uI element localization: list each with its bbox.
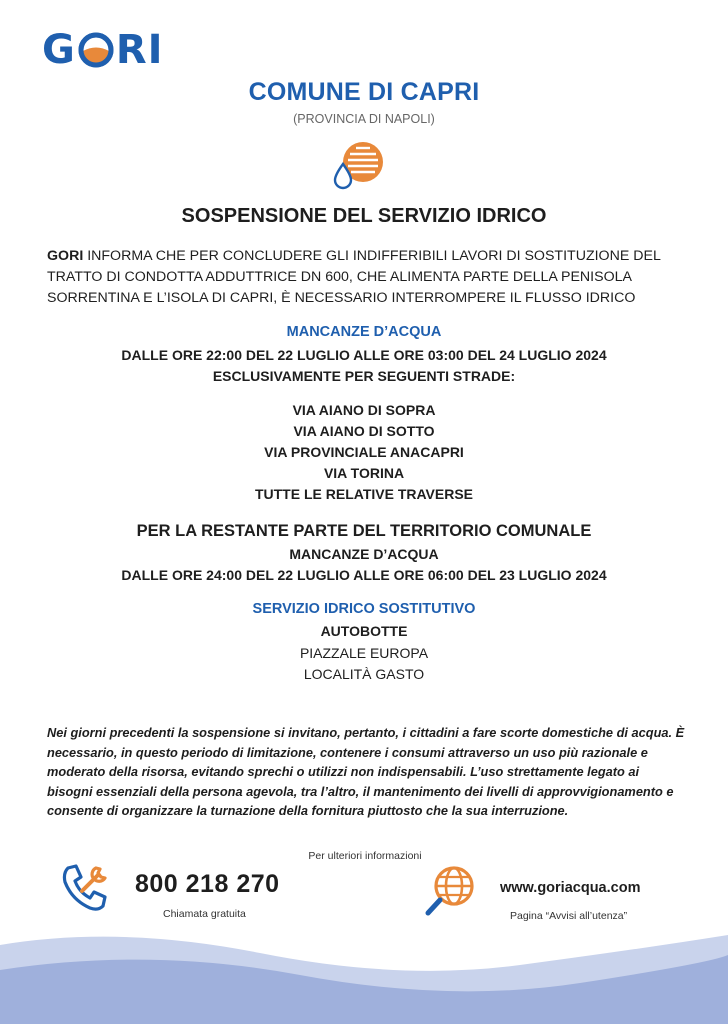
mancanze-heading-1: MANCANZE D’ACQUA [286,324,442,340]
mancanze-heading-2: MANCANZE D’ACQUA [289,546,439,562]
avvisi-page-label: Pagina “Avvisi all’utenza” [510,910,628,922]
water-drop-radiator-icon [330,138,388,194]
restante-heading: PER LA RESTANTE PARTE DEL TERRITORIO COMUNALE [136,522,592,540]
intro-paragraph [47,246,687,309]
intro-text: INFORMA CHE PER CONCLUDERE GLI INDIFFERIBILI LAVORI DI SOSTITUZIONE DEL TRATTO DI CONDOTTA ADDUTTRICE DN 600, CHE ALIMENTA PARTE DELLA PENISOLA SORRENTINA E L’ISOLA DI CAPRI, È NECESSARIO INTERROMPERE IL FLUSSO IDRICO [47,248,661,306]
servizio-sostitutivo-heading: SERVIZIO IDRICO SOSTITUTIVO [252,601,476,617]
piazzale-label: PIAZZALE EUROPA [299,645,429,661]
orario-1: DALLE ORE 22:00 DEL 22 LUGLIO ALLE ORE 03:00 DEL 24 LUGLIO 2024 [121,347,607,363]
main-title: SOSPENSIONE DEL SERVIZIO IDRICO [181,205,547,227]
localita-label: LOCALITÀ GASTO [303,666,425,682]
advisory-note: Nei giorni precedenti la sospensione si invitano, pertanto, i cittadini a fare scorte domestiche di acqua. È necessario, in questo periodo di limitazione, contenere i consumi attraverso un uso più razionale e moderato della risorsa, evitando sprechi o utilizzi non indispensabili. L’uso strettamente legato ai bisogni essenziali della persona agevola, tra l’altro, il mantenimento dei livelli di approvvigionamento e consente di organizzare la turnazione della fornitura piuttosto che la sua interruzione. [47,725,685,818]
logo-letter-g: G [42,27,76,73]
autobotte-label: AUTOBOTTE [320,623,408,639]
intro-company: GORI [47,248,84,264]
street-item: VIA TORINA [323,465,405,481]
esclusivamente-label: ESCLUSIVAMENTE PER SEGUENTI STRADE: [212,368,516,384]
phone-wrench-icon [60,862,112,914]
drop-circle-icon [78,32,114,68]
street-item: VIA AIANO DI SOPRA [292,402,436,418]
orario-2: DALLE ORE 24:00 DEL 22 LUGLIO ALLE ORE 06:00 DEL 23 LUGLIO 2024 [121,567,607,583]
logo-letters-ri: RI [115,27,164,73]
street-item: VIA AIANO DI SOTTO [293,423,435,439]
chiamata-gratuita-label: Chiamata gratuita [163,908,246,920]
street-item: VIA PROVINCIALE ANACAPRI [264,444,464,460]
info-label: Per ulteriori informazioni [308,850,422,862]
gori-logo [42,27,164,73]
website-link[interactable]: www.goriacqua.com [500,880,641,896]
decorative-wave [0,925,728,1024]
phone-number[interactable]: 800 218 270 [135,870,280,898]
comune-title: COMUNE DI CAPRI [248,78,480,106]
globe-magnifier-icon [422,864,478,920]
street-item: TUTTE LE RELATIVE TRAVERSE [254,486,474,502]
provincia-subtitle: (PROVINCIA DI NAPOLI) [293,112,435,126]
street-list [0,400,728,505]
